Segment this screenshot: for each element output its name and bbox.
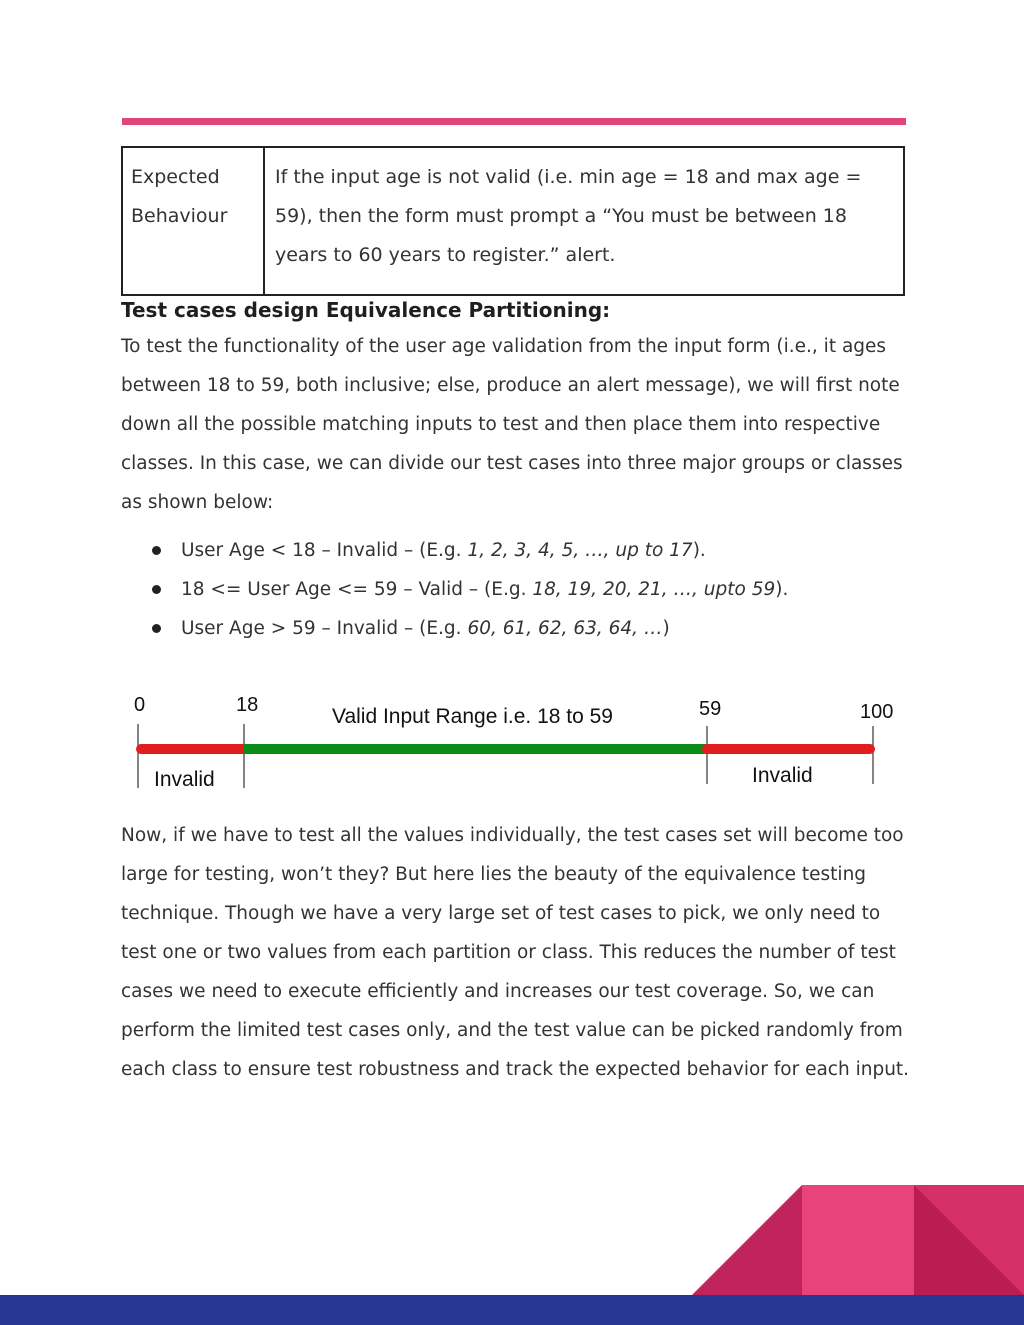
invalid-left-label: Invalid [154, 768, 215, 791]
tick-label-18: 18 [236, 694, 259, 716]
list-item: 18 <= User Age <= 59 – Valid – (E.g. 18, 19, 20, 21, …, upto 59). [150, 570, 910, 609]
tick-label-100: 100 [860, 701, 894, 723]
footer-blue-band [0, 1295, 1024, 1325]
deco-block-middle [802, 1185, 914, 1295]
list-item: User Age > 59 – Invalid – (E.g. 60, 61, 62, 63, 64, …) [150, 609, 910, 648]
input-range-diagram [120, 688, 910, 798]
tick-label-0: 0 [134, 694, 146, 716]
table-value-cell: If the input age is not valid (i.e. min age = 18 and max age = 59), then the form must prompt a “You must be between 18 years to 60 years to register.” alert. [275, 166, 862, 266]
deco-triangle-left [692, 1185, 802, 1295]
section-heading: Test cases design Equivalence Partitioning: [121, 298, 611, 322]
invalid-right-label: Invalid [752, 764, 813, 787]
expected-behaviour-table [121, 146, 905, 296]
tick-label-59: 59 [699, 698, 722, 720]
table-label-cell: Expected Behaviour [123, 148, 265, 294]
intro-paragraph: To test the functionality of the user age validation from the input form (i.e., it ages between 18 to 59, both inclusive; else, produce an alert message), we will first note down all the possible matching inputs to test and then place them into respective classes. In this case, we can divide our test cases into three major groups or classes as shown below: [121, 336, 903, 513]
class-list [150, 531, 910, 648]
footer-decoration [0, 1180, 1024, 1325]
valid-range-label: Valid Input Range i.e. 18 to 59 [332, 705, 613, 728]
body-paragraph: Now, if we have to test all the values individually, the test cases set will become too large for testing, won’t they? But here lies the beauty of the equivalence testing technique. Though we have a very large set of test cases to pick, we only need to test one or two values from each partition or class. This reduces the number of test cases we need to execute efficiently and increases our test coverage. So, we can perform the limited test cases only, and the test value can be picked randomly from each class to ensure test robustness and track the expected behavior for each input. [121, 825, 910, 1080]
top-accent-rule [122, 118, 906, 125]
list-item: User Age < 18 – Invalid – (E.g. 1, 2, 3, 4, 5, …, up to 17). [150, 531, 910, 570]
